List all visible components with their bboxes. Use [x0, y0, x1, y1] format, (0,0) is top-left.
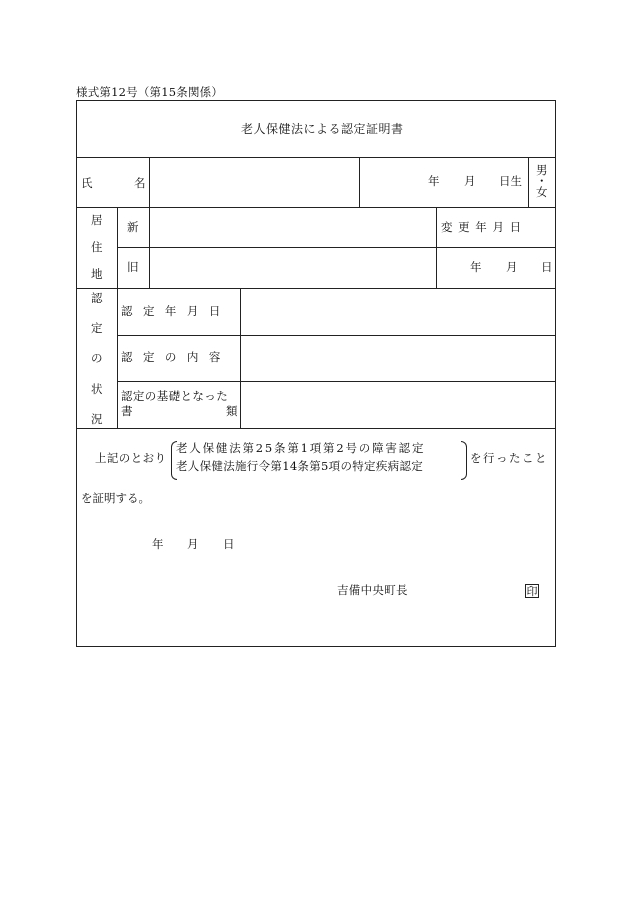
name-label-divider	[149, 157, 150, 207]
status-label-1: 認	[91, 291, 103, 305]
old-day-label: 日	[541, 260, 553, 274]
certificate-frame	[76, 100, 556, 647]
sex-male-label: 男	[536, 163, 548, 177]
residence-new-label: 新	[127, 220, 139, 234]
residence-date-divider	[436, 207, 437, 288]
status-label-divider	[117, 288, 118, 428]
residence-label-2: 住	[91, 240, 103, 254]
certification-option-1: 老人保健法第25条第1項第2号の障害認定	[176, 441, 426, 455]
birth-month-label: 月	[464, 174, 476, 188]
right-brace	[461, 441, 467, 480]
residence-label-divider	[117, 207, 118, 288]
status-label-4: 状	[91, 382, 103, 396]
certification-line-2: を証明する。	[81, 491, 150, 505]
issue-year-label: 年	[152, 537, 164, 551]
certification-content-label: 認 定 の 内 容	[121, 350, 224, 364]
residence-old-label: 旧	[127, 260, 139, 274]
residence-sub-divider	[149, 207, 150, 288]
issue-month-label: 月	[187, 537, 199, 551]
status-label-5: 況	[91, 412, 103, 426]
page-title: 老人保健法による認定証明書	[241, 122, 404, 136]
certification-suffix: を行ったこと	[470, 451, 548, 465]
divider-residence-mid	[117, 247, 556, 248]
basis-documents-label-line2b: 類	[226, 404, 238, 418]
divider-name	[76, 207, 556, 208]
old-year-label: 年	[470, 260, 482, 274]
seal-mark: 印	[526, 585, 538, 598]
name-label-second: 名	[134, 176, 146, 190]
birth-year-label: 年	[428, 174, 440, 188]
divider-status-2	[117, 381, 556, 382]
status-sub-divider	[240, 288, 241, 428]
certification-prefix: 上記のとおり	[95, 451, 167, 465]
birth-day-label: 日生	[499, 174, 522, 188]
residence-label-3: 地	[91, 267, 103, 281]
issue-day-label: 日	[223, 537, 235, 551]
sex-divider	[528, 157, 529, 207]
change-date-label: 変 更 年 月 日	[441, 220, 523, 234]
basis-documents-label-line2a: 書	[121, 404, 133, 418]
divider-residence	[76, 288, 556, 289]
divider-title	[76, 157, 556, 158]
divider-status-1	[117, 335, 556, 336]
residence-label-1: 居	[91, 213, 103, 227]
birth-divider	[359, 157, 360, 207]
status-label-2: 定	[91, 321, 103, 335]
sex-female-label: 女	[536, 185, 548, 199]
form-number: 様式第12号（第15条関係）	[76, 85, 224, 99]
old-month-label: 月	[506, 260, 518, 274]
name-label-first: 氏	[81, 176, 93, 190]
issuer-name: 吉備中央町長	[337, 583, 408, 597]
status-label-3: の	[91, 351, 103, 365]
divider-status	[76, 428, 556, 429]
certification-date-label: 認 定 年 月 日	[121, 304, 224, 318]
basis-documents-label-line1: 認定の基礎となった	[121, 389, 229, 403]
sex-separator: ・	[536, 174, 548, 188]
certification-option-2: 老人保健法施行令第14条第5項の特定疾病認定	[176, 459, 424, 473]
